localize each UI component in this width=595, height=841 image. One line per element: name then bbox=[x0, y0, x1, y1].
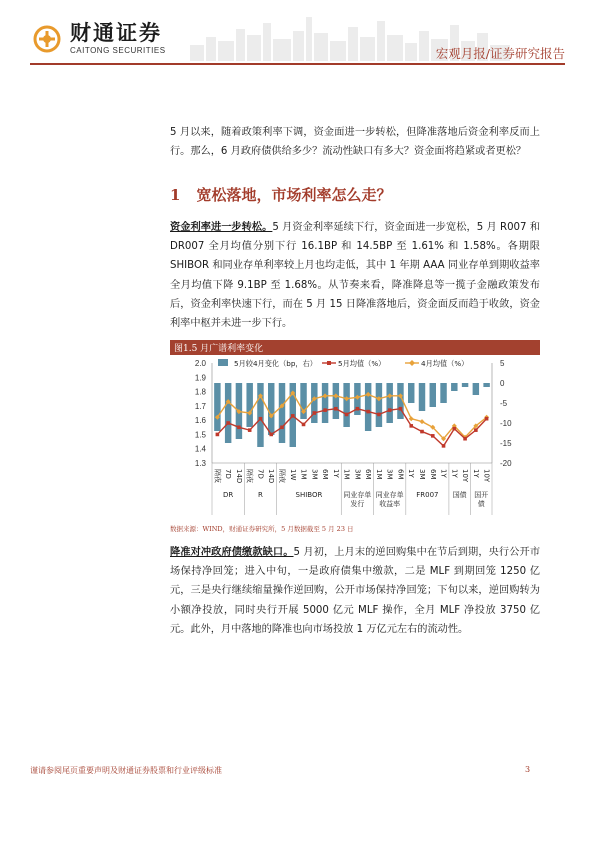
y-tick-label-left: 1.8 bbox=[194, 387, 206, 397]
bar bbox=[311, 383, 317, 423]
bar bbox=[225, 383, 231, 443]
bar bbox=[268, 383, 274, 435]
legend-swatch bbox=[218, 359, 228, 366]
paragraph-lead: 资金利率进一步转松。 bbox=[170, 222, 273, 233]
category-group-label: FR007 bbox=[416, 491, 439, 499]
x-tick-label: 1W bbox=[288, 469, 297, 481]
intro-paragraph: 5 月以来，随着政策利率下调，资金面进一步转松，但降准落地后资金利率反而上行。那么，6 月政府债供给多少？流动性缺口有多大？资金面将趋紧或者更松？ bbox=[170, 127, 540, 158]
category-group-label: 发行 bbox=[350, 500, 365, 508]
data-point bbox=[409, 424, 413, 428]
data-point bbox=[388, 408, 392, 412]
bar bbox=[257, 383, 263, 447]
data-point bbox=[313, 411, 317, 415]
bar bbox=[386, 383, 392, 423]
page-number: 3 bbox=[525, 765, 531, 774]
x-tick-label: 1Y bbox=[450, 469, 459, 478]
y-tick-label-right: 0 bbox=[500, 379, 505, 388]
bar bbox=[333, 383, 339, 419]
category-group-label: 收益率 bbox=[379, 500, 401, 508]
category-group-label: 同业存单 bbox=[343, 491, 372, 499]
y-tick-label-left: 1.5 bbox=[194, 430, 206, 440]
y-tick-label-left: 1.6 bbox=[194, 416, 206, 426]
data-point bbox=[269, 433, 273, 437]
bar bbox=[214, 383, 220, 431]
paragraph-funding-rates bbox=[170, 218, 540, 333]
report-type-label: 宏观月报/证券研究报告 bbox=[435, 46, 565, 61]
y-tick-label-right: -20 bbox=[500, 459, 512, 468]
x-tick-label: 6M bbox=[428, 469, 437, 480]
data-point bbox=[291, 414, 295, 418]
paragraph-lead: 降准对冲政府债缴款缺口。 bbox=[170, 547, 294, 558]
category-group-label: DR bbox=[223, 491, 234, 499]
legend-marker bbox=[327, 361, 331, 365]
bar bbox=[462, 383, 468, 387]
x-tick-label: 6M bbox=[396, 469, 405, 480]
data-point bbox=[442, 444, 446, 448]
legend-label: 5月均值（%） bbox=[338, 359, 386, 368]
x-tick-label: 1Y bbox=[471, 469, 480, 478]
x-tick-label: 隔夜 bbox=[213, 469, 222, 483]
data-point bbox=[259, 417, 263, 421]
x-tick-label: 1Y bbox=[407, 469, 416, 478]
bar bbox=[483, 383, 489, 387]
data-point bbox=[453, 427, 457, 431]
x-tick-label: 6M bbox=[364, 469, 373, 480]
x-tick-label: 14D bbox=[234, 469, 243, 484]
paragraph-rrr-cut bbox=[170, 543, 540, 639]
data-point bbox=[366, 410, 370, 414]
data-point bbox=[399, 407, 403, 411]
data-point bbox=[356, 407, 360, 411]
y-tick-label-left: 2.0 bbox=[194, 359, 206, 368]
page-header bbox=[0, 0, 595, 80]
data-point bbox=[420, 430, 424, 434]
x-tick-label: 6M bbox=[321, 469, 330, 480]
figure-source: 数据来源：WIND，财通证券研究所，5 月数据截至 5 月 23 日 bbox=[170, 525, 354, 533]
x-tick-label: 3M bbox=[418, 469, 426, 480]
bar bbox=[430, 383, 436, 407]
x-tick-label: 3M bbox=[310, 469, 319, 480]
y-tick-label-left: 1.3 bbox=[194, 459, 206, 468]
y-tick-label-right: -5 bbox=[500, 399, 508, 408]
data-point bbox=[431, 434, 435, 438]
footer-disclaimer: 谨请参阅尾页重要声明及财通证券股票和行业评级标准 bbox=[30, 766, 222, 775]
x-tick-label: 1M bbox=[299, 469, 308, 480]
paragraph-body: 5 月初，上月末的逆回购集中在节后到期，央行公开市场保持净回笼；进入中旬，一是政府债集中缴款，二是 MLF 到期回笼 1250 亿元，三是央行继续缩量操作逆回购，公开市场保持净回笼；下旬以来，逆回购转为小额净投放，同时央行开展 5000 亿元 MLF 操作，全月 MLF 净投放 3750 亿元。此外，月中落地的降准也向市场投放 1 万亿元左右的流动性。 bbox=[170, 547, 541, 635]
data-point bbox=[420, 419, 425, 424]
data-point bbox=[345, 413, 349, 417]
bar bbox=[376, 383, 382, 427]
x-tick-label: 7D bbox=[256, 469, 265, 479]
data-point bbox=[463, 437, 467, 441]
data-point bbox=[302, 423, 306, 427]
x-tick-label: 1M bbox=[374, 469, 383, 480]
x-tick-label: 10Y bbox=[461, 469, 470, 483]
bar bbox=[473, 383, 479, 395]
bar bbox=[365, 383, 371, 431]
category-group-label: SHIBOR bbox=[295, 491, 323, 499]
y-tick-label-right: -10 bbox=[500, 419, 512, 428]
y-tick-label-left: 1.7 bbox=[194, 401, 206, 411]
category-group-label: 同业存单 bbox=[375, 491, 404, 499]
data-point bbox=[377, 413, 381, 417]
bar bbox=[322, 383, 328, 423]
logo-text-en: CAITONG SECURITIES bbox=[70, 46, 166, 55]
logo-text-cn: 财通证券 bbox=[70, 21, 162, 45]
data-point bbox=[409, 416, 414, 421]
bar bbox=[343, 383, 349, 427]
x-tick-label: 隔夜 bbox=[278, 469, 286, 483]
x-tick-label: 1M bbox=[342, 469, 351, 480]
data-point bbox=[248, 428, 252, 432]
x-tick-label: 10Y bbox=[482, 469, 491, 483]
section-heading bbox=[170, 184, 391, 205]
legend-label: 5月较4月变化（bp，右） bbox=[234, 359, 317, 368]
section-title: 宽松落地，市场利率怎么走？ bbox=[196, 186, 392, 204]
x-tick-label: 隔夜 bbox=[245, 469, 254, 483]
x-tick-label: 3M bbox=[353, 469, 362, 480]
category-group-label: 国开 bbox=[474, 491, 489, 499]
bar bbox=[440, 383, 446, 403]
x-tick-label: 3M bbox=[385, 469, 394, 480]
header-divider bbox=[30, 63, 565, 65]
x-tick-label: 1Y bbox=[439, 469, 448, 478]
data-point bbox=[216, 433, 220, 437]
legend-marker bbox=[409, 360, 415, 366]
category-group-label: 国债 bbox=[452, 491, 467, 499]
paragraph-body: 5 月资金利率延续下行，资金面进一步宽松，5 月 R007 和 DR007 全月均值分别下行 16.1BP 和 14.5BP 至 1.61% 和 1.58%。各期限 SHIBOR 和同业存单利率较上月也均走低，其中 1 年期 AAA 同业存单到期收益率全月均值下降 9.1BP 至 1.68%。从节奏来看，降准降息等一揽子金融政策发布后，资金利率快速下行，而在 5 月 15 日降准落地后，资金面反而趋于收敛，资金利率中枢并未进一步下行。 bbox=[170, 222, 541, 330]
x-tick-label: 1Y bbox=[331, 469, 340, 478]
x-tick-label: 7D bbox=[224, 469, 233, 479]
data-point bbox=[474, 428, 478, 432]
bar bbox=[451, 383, 457, 391]
bar bbox=[419, 383, 425, 411]
x-tick-label: 14D bbox=[267, 469, 276, 484]
data-point bbox=[226, 421, 230, 425]
legend-label: 4月均值（%） bbox=[421, 359, 469, 368]
y-tick-label-right: -15 bbox=[500, 439, 512, 448]
figure-title: 图1.5 月广谱利率变化 bbox=[174, 344, 264, 354]
data-point bbox=[485, 417, 489, 421]
rate-change-chart bbox=[170, 355, 540, 520]
y-tick-label-right: 5 bbox=[500, 359, 505, 368]
data-point bbox=[280, 425, 284, 429]
bar bbox=[246, 383, 252, 427]
company-logo bbox=[30, 22, 166, 55]
section-number: 1 bbox=[170, 185, 181, 204]
data-point bbox=[334, 407, 338, 411]
category-group-label: 债 bbox=[477, 500, 485, 508]
category-group-label: R bbox=[258, 491, 263, 499]
bar bbox=[408, 383, 414, 403]
figure-title-bar bbox=[170, 340, 540, 355]
logo-emblem-icon bbox=[30, 24, 64, 54]
data-point bbox=[237, 425, 241, 429]
y-tick-label-left: 1.4 bbox=[194, 444, 206, 454]
y-tick-label-left: 1.9 bbox=[194, 373, 206, 383]
bar bbox=[279, 383, 285, 443]
data-point bbox=[323, 408, 327, 412]
